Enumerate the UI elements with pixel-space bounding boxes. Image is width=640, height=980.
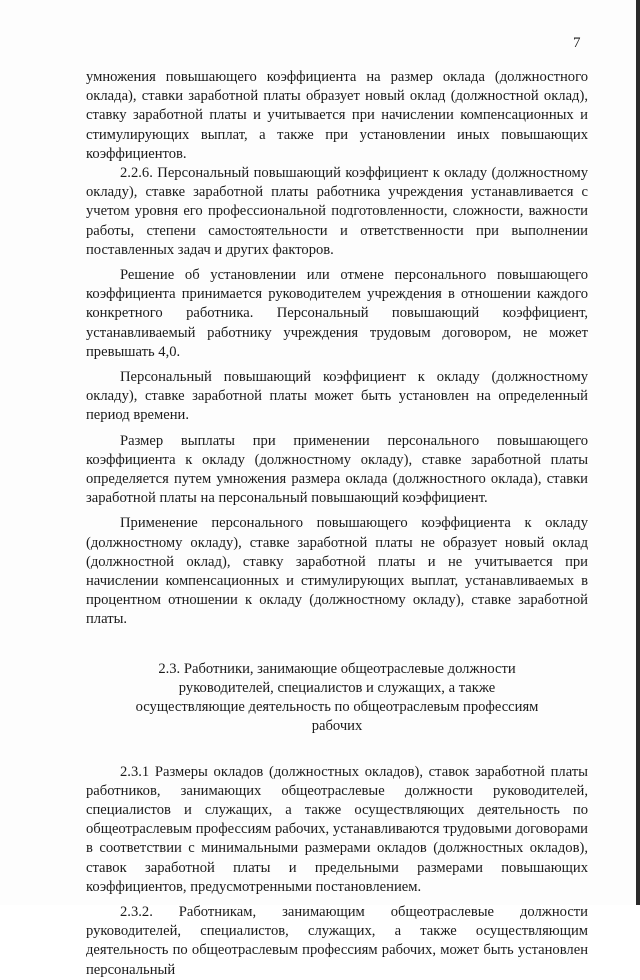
paragraph-2-3-2: 2.3.2. Работникам, занимающим общеотраслевые должности руководителей, специалистов, служащих, а также осуществляющим деятельность по общеотраслевым профессиям рабочих, может быть установлен персональный xyxy=(86,903,588,978)
paragraph-2-2-6: 2.2.6. Персональный повышающий коэффициент к окладу (должностному окладу), ставке заработной платы работника учреждения устанавливается с учетом уровня его профессиональной подготовленности, сложности, важности работы, степени самостоятельности и ответственности при выполнении поставленных задач и других факторов. xyxy=(86,165,588,258)
paragraph-decision: Решение об установлении или отмене персонального повышающего коэффициента принимается руководителем учреждения в отношении каждого конкретного работника. Персональный повышающий коэффициент, устанавливаемый работнику учреждения трудовым договором, не может превышать 4,0. xyxy=(86,267,588,360)
paragraph-continuation: умножения повышающего коэффициента на размер оклада (должностного оклада), ставки заработной платы образует новый оклад (должностной оклад), ставку заработной платы и учитывается при начислении компенсационных и стимулирующих выплат, а также при установлении иных повышающих коэффициентов. xyxy=(86,69,588,162)
section-heading-line: осуществляющие деятельность по общеотраслевым профессиям xyxy=(135,699,539,716)
section-heading-line: 2.3. Работники, занимающие общеотраслевые должности xyxy=(158,660,516,677)
page-number: 7 xyxy=(573,35,581,51)
scan-edge xyxy=(636,0,640,905)
paragraph-application: Применение персонального повышающего коэффициента к окладу (должностному окладу), ставке заработной платы не образует новый оклад (должностной оклад), ставку заработной платы и не учитывается при начислении компенсационных и стимулирующих выплат, устанавливаемых в процентном отношении к окладу (должностному окладу), ставке заработной платы. xyxy=(86,515,588,628)
section-heading-2-3 xyxy=(86,660,588,737)
paragraph-2-3-1: 2.3.1 Размеры окладов (должностных окладов), ставок заработной платы работников, занимающих общеотраслевые должности руководителей, специалистов и служащих, а также осуществляющих деятельность по общеотраслевым профессиям рабочих, устанавливаются трудовыми договорами в соответствии с минимальными размерами окладов (должностных окладов), ставок заработной платы и предельными размерами повышающих коэффициентов, предусмотренными постановлением. xyxy=(86,763,588,895)
paragraph-period: Персональный повышающий коэффициент к окладу (должностному окладу), ставке заработной платы может быть установлен на определенный период времени. xyxy=(86,369,588,424)
document-body xyxy=(86,68,588,980)
section-heading-line: рабочих xyxy=(311,718,363,735)
section-heading-line: руководителей, специалистов и служащих, а также xyxy=(178,679,496,696)
paragraph-payment-size: Размер выплаты при применении персонального повышающего коэффициента к окладу (должностному окладу), ставке заработной платы определяется путем умножения размера оклада (должностного оклада), ставки заработной платы на персональный повышающий коэффициент. xyxy=(86,432,588,507)
